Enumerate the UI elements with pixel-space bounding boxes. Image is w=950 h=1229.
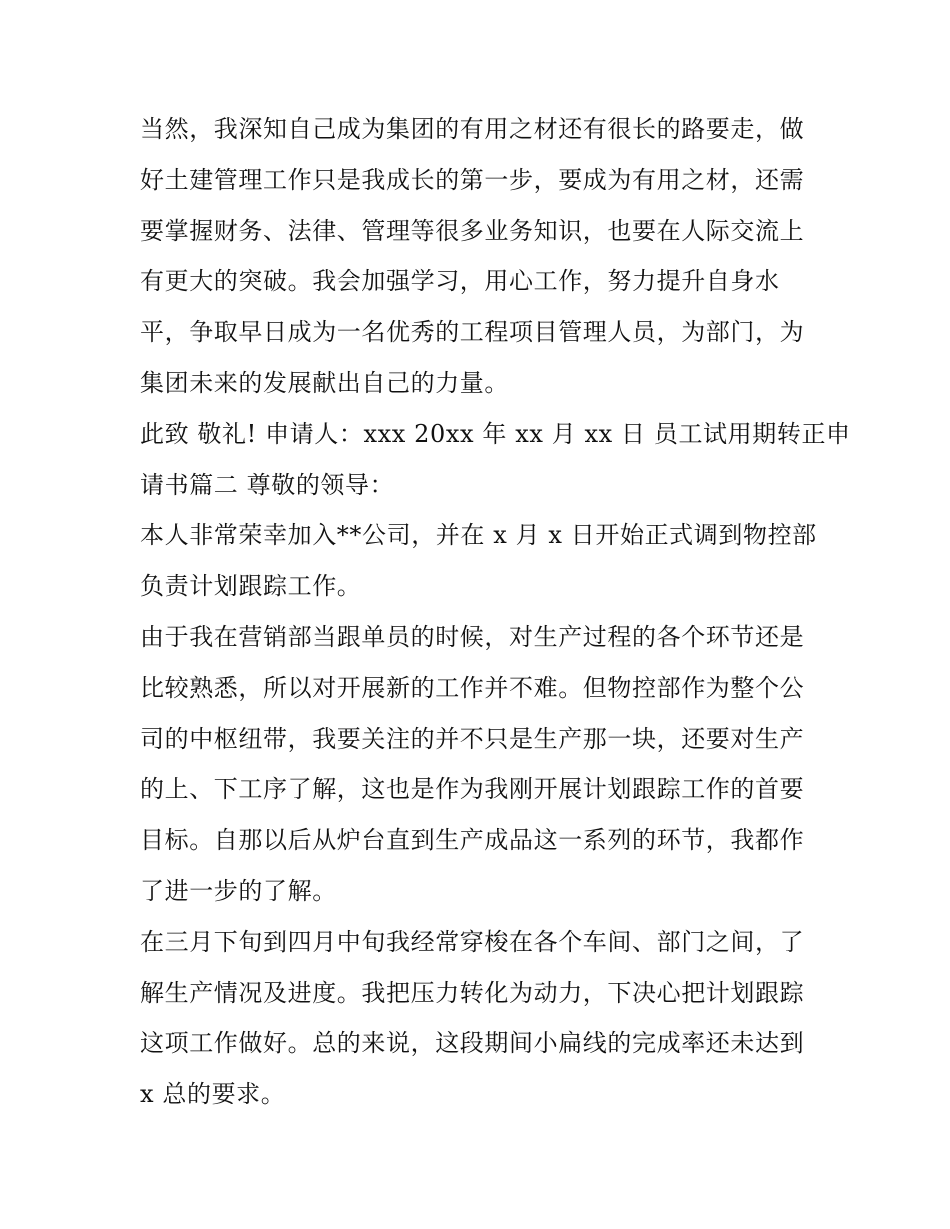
text-line: 此致 敬礼! 申请人：xxx 20xx 年 xx 月 xx 日 员工试用期转正申 — [140, 419, 851, 448]
text-line: 目标。自那以后从炉台直到生产成品这一系列的环节，我都作 — [140, 826, 805, 855]
text-line: 本人非常荣幸加入**公司，并在 x 月 x 日开始正式调到物控部 — [140, 521, 817, 550]
document-body — [140, 104, 851, 1120]
text-line: 在三月下旬到四月中旬我经常穿梭在各个车间、部门之间，了 — [140, 927, 805, 956]
text-line: 当然，我深知自己成为集团的有用之材还有很长的路要走，做 — [140, 115, 805, 143]
text-line: 平，争取早日成为一名优秀的工程项目管理人员，为部门，为 — [140, 318, 805, 347]
text-line: 司的中枢纽带，我要关注的并不只是生产那一块，还要对生产 — [140, 724, 805, 753]
text-line: 这项工作做好。总的来说，这段期间小扁线的完成率还未达到 — [140, 1029, 805, 1058]
text-line: 请书篇二 尊敬的领导： — [140, 470, 395, 499]
text-line: 集团未来的发展献出自己的力量。 — [140, 368, 509, 397]
text-line: 了进一步的了解。 — [140, 876, 337, 905]
text-line: 由于我在营销部当跟单员的时候，对生产过程的各个环节还是 — [140, 622, 805, 651]
text-line: x 总的要求。 — [140, 1080, 286, 1109]
text-line: 有更大的突破。我会加强学习，用心工作，努力提升自身水 — [140, 267, 780, 296]
text-line: 的上、下工序了解，这也是作为我刚开展计划跟踪工作的首要 — [140, 775, 805, 804]
text-line: 要掌握财务、法律、管理等很多业务知识，也要在人际交流上 — [140, 216, 805, 245]
text-line: 好土建管理工作只是我成长的第一步，要成为有用之材，还需 — [140, 165, 805, 194]
text-line: 比较熟悉，所以对开展新的工作并不难。但物控部作为整个公 — [140, 673, 805, 702]
text-line: 解生产情况及进度。我把压力转化为动力，下决心把计划跟踪 — [140, 978, 805, 1007]
text-line: 负责计划跟踪工作。 — [140, 572, 362, 601]
